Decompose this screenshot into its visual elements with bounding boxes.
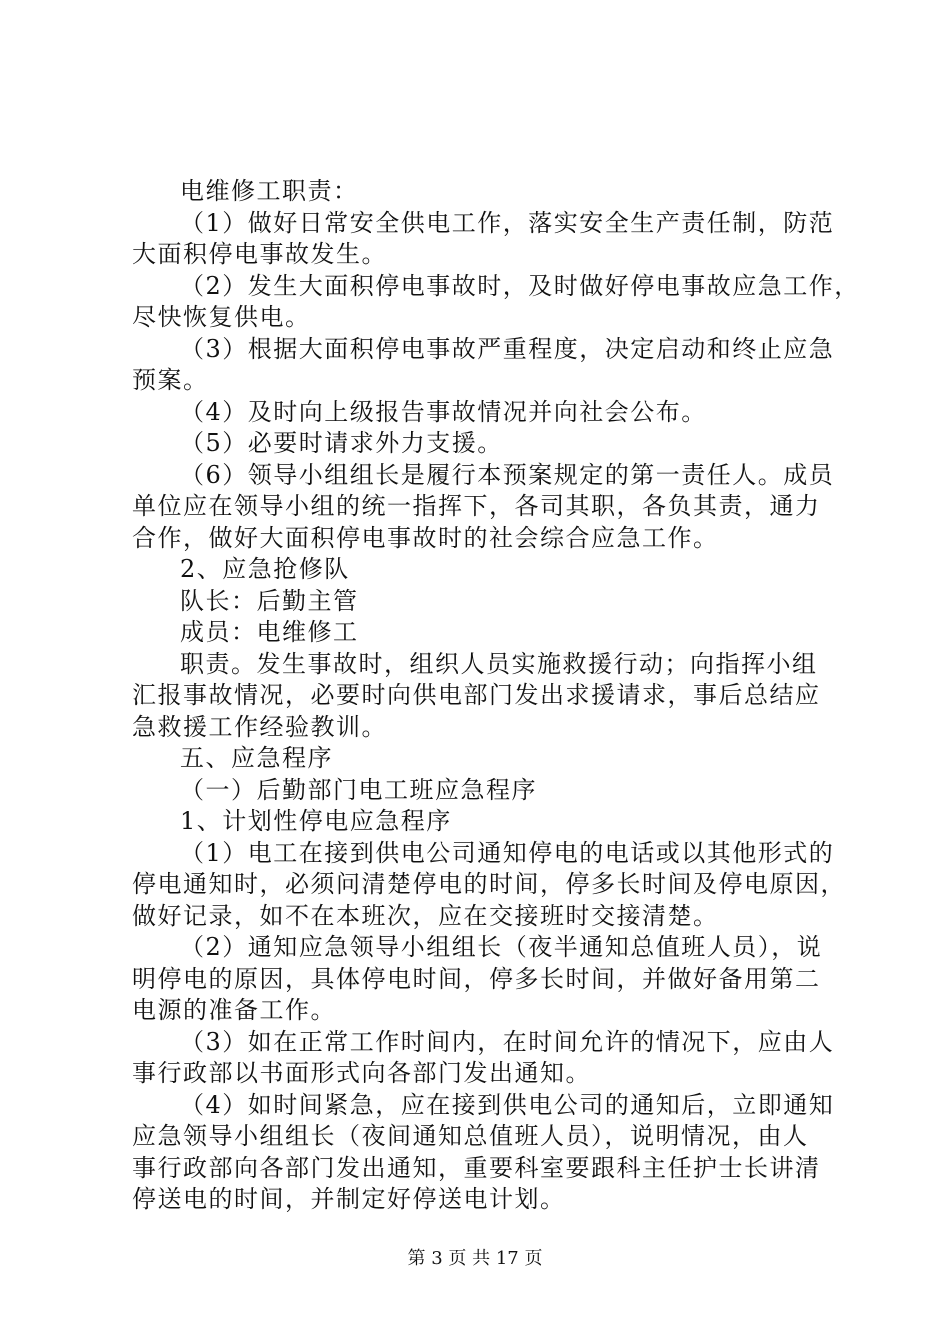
paragraph (132, 806, 832, 838)
text-line: 大面积停电事故发生。 (132, 240, 387, 268)
text-line: 做好记录，如不在本班次，应在交接班时交接清楚。 (132, 901, 719, 930)
text-line: 事行政部向各部门发出通知，重要科室要跟科主任护士长讲清 (132, 1153, 821, 1182)
text-line: 2、应急抢修队 (180, 555, 350, 583)
page-number-footer: 第 3 页 共 17 页 (407, 1248, 543, 1269)
paragraph (132, 460, 835, 555)
paragraph (132, 397, 832, 429)
text-line: 应急领导小组组长（夜间通知总值班人员），说明情况，由人 (132, 1122, 809, 1150)
text-line: 成员：电维修工 (180, 618, 359, 646)
text-line: 尽快恢复供电。 (132, 303, 311, 331)
text-line: （5）必要时请求外力支援。 (180, 429, 503, 457)
paragraph (132, 428, 832, 460)
text-line: 电源的准备工作。 (132, 996, 336, 1024)
text-line: 单位应在领导小组的统一指挥下，各司其职，各负其责，通力 (132, 492, 821, 520)
text-line: 急救援工作经验教训。 (132, 712, 387, 741)
paragraph (132, 1027, 835, 1090)
text-line: （4）如时间紧急，应在接到供电公司的通知后，立即通知 (180, 1090, 835, 1119)
document-body (132, 176, 860, 1216)
paragraph (132, 775, 832, 807)
text-line: 队长：后勤主管 (180, 586, 359, 615)
text-line: （2）通知应急领导小组组长（夜半通知总值班人员），说 (180, 933, 823, 961)
text-line: （3）根据大面积停电事故严重程度，决定启动和终止应急 (180, 334, 835, 363)
text-line: 汇报事故情况，必要时向供电部门发出求援请求，事后总结应 (132, 681, 821, 709)
paragraph (132, 743, 832, 775)
text-line: 1、计划性停电应急程序 (180, 807, 452, 835)
paragraph (132, 208, 835, 271)
text-line: 停电通知时，必须问清楚停电的时间，停多长时间及停电原因， (132, 870, 846, 898)
text-line: （3）如在正常工作时间内，在时间允许的情况下，应由人 (180, 1027, 835, 1056)
paragraph (132, 932, 832, 1027)
text-line: （2）发生大面积停电事故时，及时做好停电事故应急工作， (180, 271, 860, 300)
paragraph (132, 334, 835, 397)
text-line: 预案。 (132, 366, 209, 394)
paragraph (132, 617, 832, 649)
paragraph (132, 554, 832, 586)
paragraph (132, 1090, 835, 1216)
text-line: （一）后勤部门电工班应急程序 (180, 775, 537, 804)
paragraph (132, 271, 860, 334)
text-line: 五、应急程序 (180, 744, 333, 772)
text-line: 事行政部以书面形式向各部门发出通知。 (132, 1059, 591, 1087)
paragraph (132, 649, 832, 744)
text-line: 停送电的时间，并制定好停送电计划。 (132, 1185, 566, 1213)
text-line: 电维修工职责： (180, 177, 359, 205)
paragraph (132, 838, 846, 933)
text-line: （4）及时向上级报告事故情况并向社会公布。 (180, 397, 707, 426)
text-line: 职责。发生事故时，组织人员实施救援行动；向指挥小组 (180, 649, 818, 678)
text-line: （6）领导小组组长是履行本预案规定的第一责任人。成员 (180, 460, 835, 489)
text-line: （1）做好日常安全供电工作，落实安全生产责任制，防范 (180, 208, 835, 237)
text-line: 合作，做好大面积停电事故时的社会综合应急工作。 (132, 523, 719, 552)
text-line: （1）电工在接到供电公司通知停电的电话或以其他形式的 (180, 838, 835, 867)
paragraph (132, 586, 832, 618)
text-line: 明停电的原因，具体停电时间，停多长时间，并做好备用第二 (132, 964, 821, 993)
paragraph (132, 176, 832, 208)
